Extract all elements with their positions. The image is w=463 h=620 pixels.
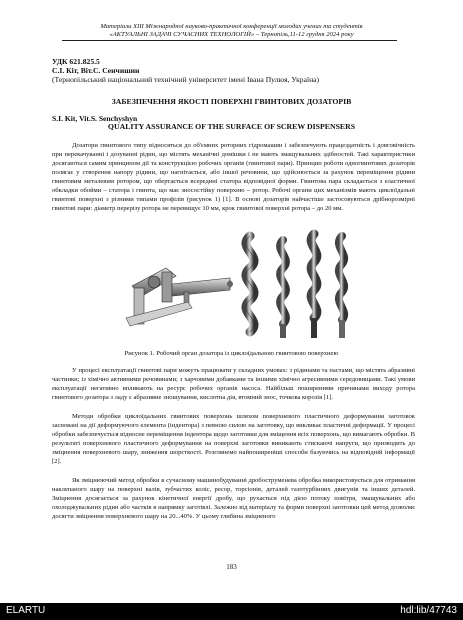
figure-caption: Рисунок 1. Робочий орган дозатора із циклоїдальною гвинтовою поверхнею xyxy=(124,350,339,357)
paragraph-4: Як зміцнюючий метод обробки в сучасному машинобудуванні дробоструменева обробка використовується для отримання наклепаного шару на поверхні валів, зубчастих коліс, ресор, торсіонів, деталей газотурбінних двигунів та інших деталей. Зміцнення досягається за рахунок кінетичної енергії дробу, що рухається під дією потоку повітря, змащувальних або охолоджувальних рідин або частків в напрямку заготівлі. Залежно від матеріалу та форми поверхні заготовки цей метод дозволяє досягти зміцнення поверхневого шару на 20...40%. У цьому глибина зміцненого xyxy=(52,477,415,521)
footer-repository-label: ELARTU xyxy=(6,605,46,616)
paragraph-2: У процесі експлуатації гвинтові пари можуть працювати у складних умовах: з рідинами та пастами, що містять абразивні частинки; із хімічно активними речовинами; з харчовими добавками та іншими хімічно агресивними середовищами. Такі умови експлуатації негативно впливають на ресурс робочих органів насоса. Найбільш поширеними причинами виходу ротора гвинтового дозатора з ладу є абразивне зношування, кислотна дія, втомний знос, точкова корозія [1]. xyxy=(52,367,415,402)
conference-header-line1: Матеріали XІІІ Міжнародної науково-практичної конференції молодих учених та студентів xyxy=(100,23,363,30)
paragraph-3: Методи обробки циклоїдальних гвинтових поверхонь шляхом поверхневого пластичного деформування заготовок засновані на дії деформуючого елемента (індентора) з певною силою на заготовку, що викликає пластичні деформації. У процесі обробки забезпечується відносне переміщення індентора щодо заготовки для зміщення всіх поверхонь, що вимагають обробки. В результаті поверхневого пластичного деформування на поверхні заготовки виникають стискаючі напруги, що призводить до зміцнення поверхневого шару, зниження шорсткості. Розглянемо найпоширеніші способи базуючись на відповідній інформації [2]. xyxy=(52,413,415,466)
title-en: QUALITY ASSURANCE OF THE SURFACE OF SCREW DISPENSERS xyxy=(107,122,356,131)
udc-code: УДК 621.825.5 xyxy=(52,57,100,66)
dispenser-assembly-image xyxy=(126,268,233,326)
footer-handle: hdl:lib/47743 xyxy=(400,605,457,616)
screw-rotor-figure xyxy=(118,226,353,344)
rotor-2-image xyxy=(280,240,286,338)
authors-en: S.I. Kit, Vit.S. Senchyshyn xyxy=(52,114,138,123)
rotor-3-image xyxy=(311,234,317,338)
affiliation: (Тернопільський національний технічний університет імені Івана Пулюя, Україна) xyxy=(52,75,320,84)
paragraph-1: Дозатори гвинтового типу відносяться до об'ємних роторних гідромашин і забезпечують працездатність і довговічність при перекачуванні і дозуванні рідин, що містять механічні домішки і не мають змащувальних здібностей. Такі характеристики досягаються самим принципом дії та конструкцією робочих органів (гвинтової пари). Принцип роботи одногвинтових дозаторів полягає у створення напору рідини, що нагнітається, або іншої речовини, що здійснюється за рахунок переміщення рідини гвинтовим металевим ротором, що обертається всередині статора відповідної форми. Гвинтова пара складається з еластичної обкладки обойми – статора і гвинта, що має зносостійку поверхню – ротор. Робочі органи цих механізмів мають циклоїдальні гвинтові поверхні з різними типами профілів (рисунок 1) [1]. В основі дозаторів найчастіше застосовуються дрібнорозмірні гвинтові пари: діаметр перерізу ротора не перевищує 10 мм, крок гвинтової поверхні ротора – до 20 мм. xyxy=(52,142,415,213)
authors-ua: С.І. Кіт, Віт.С. Сенчишин xyxy=(52,66,140,75)
page-number: 183 xyxy=(226,563,237,571)
conference-header-line2: «АКТУАЛЬНІ ЗАДАЧІ СУЧАСНИХ ТЕХНОЛОГІЙ» – Тернопіль,11-12 грудня 2024 року xyxy=(109,31,354,38)
rotor-1-image xyxy=(246,236,254,332)
title-ua: ЗАБЕЗПЕЧЕННЯ ЯКОСТІ ПОВЕРХНІ ГВИНТОВИХ ДОЗАТОРІВ xyxy=(111,97,352,106)
header-divider xyxy=(62,40,397,41)
rotor-4-image xyxy=(339,236,345,338)
